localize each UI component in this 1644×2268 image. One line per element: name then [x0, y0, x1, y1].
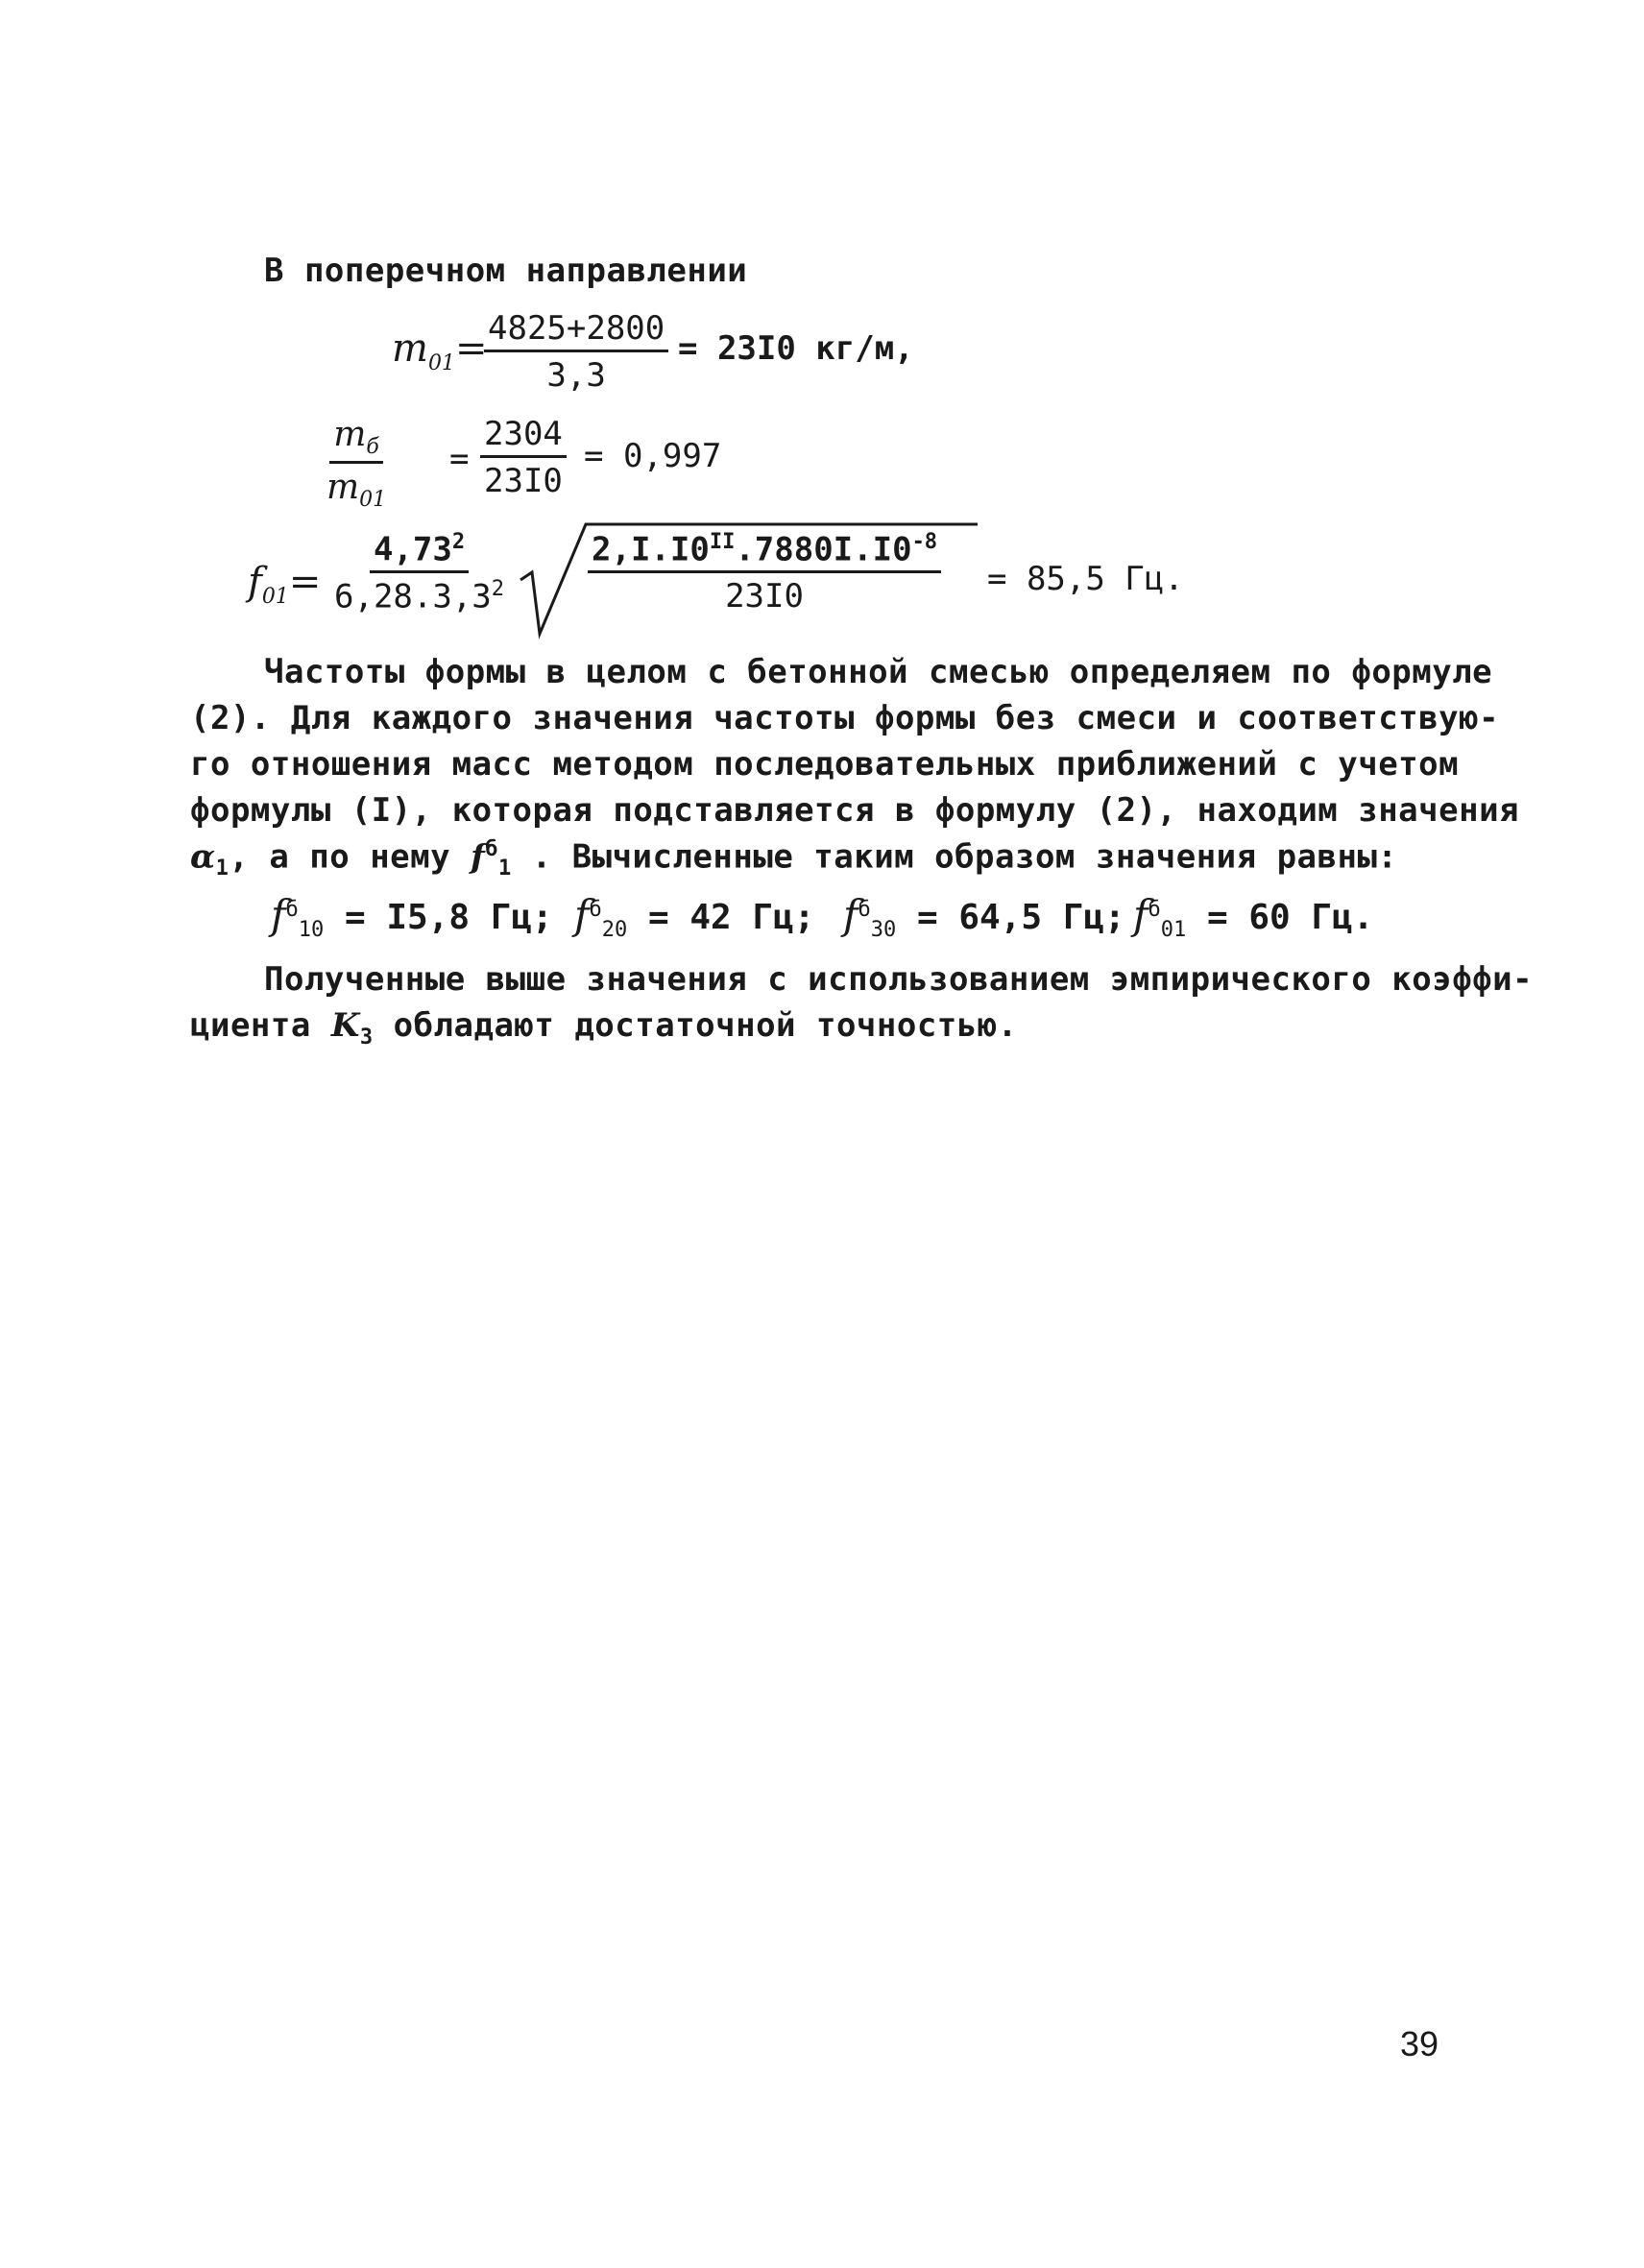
eq3-coef-fraction: [334, 530, 504, 616]
paragraph1-line3: го отношения масс методом последовательных приближений с учетом: [190, 745, 1460, 784]
page-number: 39: [1400, 2024, 1439, 2063]
eq1-denominator: 3,3: [546, 356, 606, 395]
paragraph1-line1: Частоты формы в целом с бетонной смесью определяем по формуле: [264, 653, 1493, 691]
eq2-equals: =: [449, 440, 470, 478]
eq3-lhs: $f_{01}=$: [248, 560, 322, 609]
eq3-coef-denominator: 6,28.3,3$^2$: [334, 577, 505, 616]
paragraph2-line1: Полученные выше значения с использованием эмпирического коэффи-: [264, 960, 1534, 999]
eq2-denominator: 23I0: [484, 462, 563, 500]
eq1-numerator: 4825+2800: [484, 309, 668, 352]
eq3-root-fraction: [588, 530, 941, 615]
paragraph2-line2: циента $K_3$ обладают достаточной точностью.: [190, 1006, 1018, 1050]
alpha-symbol: α: [190, 837, 216, 877]
eq2-fraction: [480, 415, 567, 500]
eq2-result: = 0,997: [584, 437, 722, 475]
k3-symbol: K: [330, 1006, 360, 1045]
f1-symbol: f: [471, 837, 486, 877]
eq3-result: = 85,5 Гц.: [987, 560, 1184, 598]
eq3-root-denominator: 23I0: [725, 577, 804, 616]
intro-text: В поперечном направлении: [264, 252, 748, 290]
eq1-result: = 23I0 кг/м,: [678, 329, 914, 368]
eq1-lhs: $m_{01}=$: [392, 326, 488, 375]
eq1-fraction: [484, 309, 668, 395]
freq-01: $f^б_{01} = 60$ Гц.: [1133, 891, 1374, 943]
freq-10: $f^б_{10} = I5,8$ Гц;: [271, 891, 553, 943]
freq-30: $f^б_{30} = 64,5$ Гц;: [843, 891, 1125, 943]
eq3-root-numerator: $2,I.I0^{II}.7880I.I0^{-8}$: [588, 530, 941, 573]
freq-20: $f^б_{20} = 42$ Гц;: [574, 891, 815, 943]
eq2-numerator: 2304: [480, 415, 567, 458]
paragraph1-line4: формулы (I), которая подставляется в формулу (2), находим значения: [190, 791, 1520, 830]
paragraph1-line2: (2). Для каждого значения частоты формы без смеси и соответствую-: [190, 699, 1500, 737]
eq2-ratio-fraction: $m_б$ $m_{01}$: [326, 415, 387, 513]
eq3-coef-numerator: 4,73$^2$: [370, 530, 469, 573]
paragraph1-line5: $\alpha_1$, а по нему $f^б_1$ . Вычисленные таким образом значения равны:: [190, 837, 1398, 881]
